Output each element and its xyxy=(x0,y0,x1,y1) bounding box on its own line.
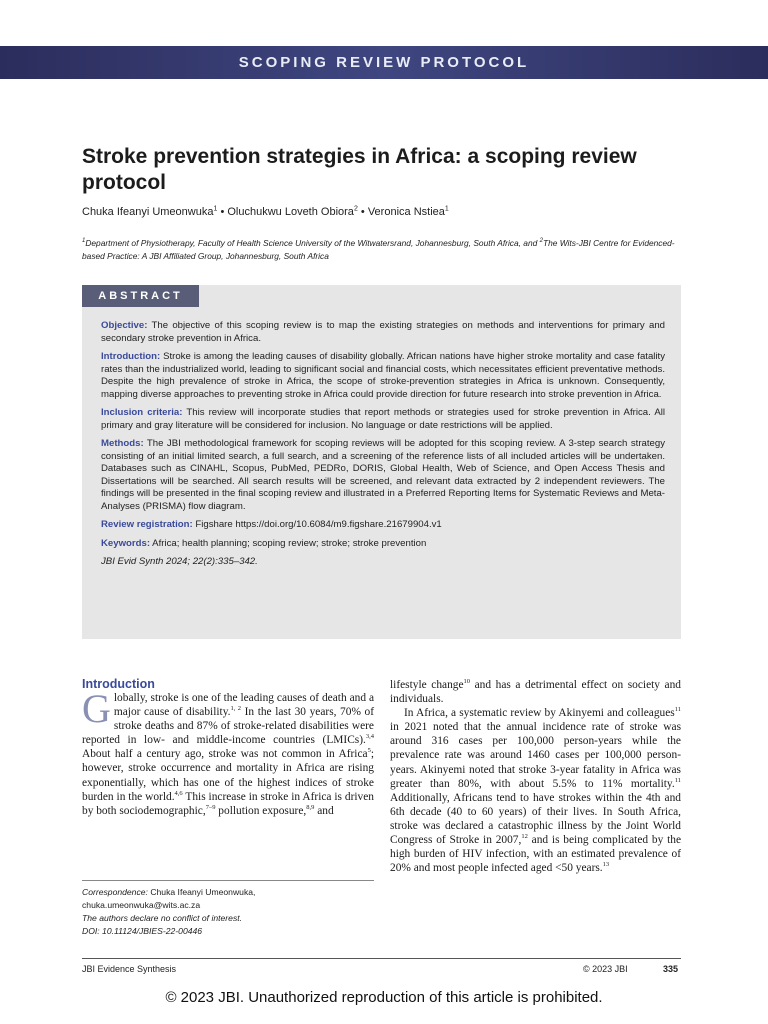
affil-text: Department of Physiotherapy, Faculty of Health Science University of the Witwatersrand, Johannesburg, South Africa, and xyxy=(85,238,540,248)
footer-divider xyxy=(82,958,681,959)
abstract-label: Introduction: xyxy=(101,351,161,362)
runs xyxy=(390,679,681,705)
correspondence-email: chuka.umeonwuka@wits.ac.za xyxy=(82,900,201,910)
abstract-text: Figshare https://doi.org/10.6084/m9.figshare.21679904.v1 xyxy=(192,519,442,530)
body-column-right xyxy=(390,678,681,875)
text-run: and has a detrimental effect on society and individuals. xyxy=(390,679,682,706)
citation-ref: 7–9 xyxy=(205,803,216,811)
abstract-text: This review will incorporate studies that report methods or strategies used for stroke prevention in Africa. All primary and gray literature will be considered for inclusion. No language or date restrictions will be applied. xyxy=(101,407,665,431)
citation-ref: 13 xyxy=(602,861,610,869)
drop-cap: G xyxy=(82,686,111,731)
affil-mark: 1 xyxy=(82,238,86,245)
text-run: In the last 30 years, 70% of stroke deaths and 87% of stroke-related disabilities were reported in low- and middle-income countries (LMICs). xyxy=(82,706,375,747)
affil-text: The Wits-JBI Centre for Evidenced-based Practice: A JBI Affiliated Group, Johannesburg, South Africa xyxy=(82,238,675,261)
abstract-inclusion xyxy=(101,407,665,432)
footnote xyxy=(82,886,374,938)
abstract-label: Methods: xyxy=(101,438,144,449)
abstract-citation xyxy=(101,556,665,569)
author-list xyxy=(82,206,692,218)
citation-ref: 11 xyxy=(674,776,681,784)
text-run: and xyxy=(314,804,334,817)
abstract-label: Inclusion criteria: xyxy=(101,407,183,418)
correspondence-line xyxy=(82,886,374,899)
text-run: lifestyle change xyxy=(390,679,464,691)
affiliations xyxy=(82,237,688,263)
text-run: In Africa, a systematic review by Akinyemi and colleagues xyxy=(404,707,675,720)
citation-ref: 8,9 xyxy=(306,803,315,811)
citation-text: JBI Evid Synth 2024; 22(2):335–342. xyxy=(101,556,258,567)
article-type-banner xyxy=(0,46,768,79)
abstract-keywords xyxy=(101,538,665,551)
author-name: Chuka Ifeanyi Umeonwuka xyxy=(82,206,214,218)
affil-mark: 2 xyxy=(539,238,543,245)
abstract-label: Keywords: xyxy=(101,537,151,549)
citation-ref: 12 xyxy=(521,833,528,841)
abstract-text: The JBI methodological framework for scoping reviews will be adopted for this scoping review. A 3-step search strategy consisting of an initial limited search, a full search, and a screening of the reference lists of all included articles will be undertaken. Databases such as CINAHL, Scopus, PubMed, PEDRo, DORIS, Global Health, Web of Science, and Open Access Thesis and Dissertations will be searched. All search results will be screened, and relevant data extracted by 2 independent reviewers. The findings will be presented in the final scoping review and illustrated in a Preferred Reporting Items for Systematic Reviews and Meta-Analyses (PRISMA) flow diagram. xyxy=(101,438,665,512)
author-separator: • xyxy=(220,206,228,218)
footnote-divider xyxy=(82,880,374,881)
abstract-heading: ABSTRACT xyxy=(82,285,199,307)
section-heading-introduction: Introduction xyxy=(82,677,155,691)
article-title: Stroke prevention strategies in Africa: a scoping review protocol xyxy=(82,145,637,194)
citation-ref: 11 xyxy=(674,706,681,714)
citation-ref: 4,6 xyxy=(174,789,183,797)
abstract-text: Africa; health planning; scoping review; stroke; stroke prevention xyxy=(150,537,427,549)
text-run: pollution exposure, xyxy=(215,804,307,817)
intro-paragraph xyxy=(390,706,681,875)
page-number: 335 xyxy=(663,964,679,974)
author-separator: • xyxy=(360,206,368,218)
text-run: About half a century ago, stroke was not common in Africa xyxy=(82,748,368,761)
correspondence-name: Chuka Ifeanyi Umeonwuka, xyxy=(147,887,256,897)
journal-name: JBI Evidence Synthesis xyxy=(82,964,177,974)
runs xyxy=(82,686,375,817)
abstract-text: Stroke is among the leading causes of disability globally. African nations have higher stroke mortality and case fatality rates than the industrialized world, leading to significant social and financial costs, which necessitates efficient preventative methods. Despite the high prevalence of stroke in Africa, the scope of stroke-prevention strategies in Africa is unknown. Consequently, mapping diverse approaches to preventing stroke in Africa could provide direction for future research into stroke prevention in Africa. xyxy=(101,351,665,400)
citation-ref: 5 xyxy=(367,747,371,755)
author-affil-mark: 1 xyxy=(213,205,218,213)
abstract-registration xyxy=(101,519,665,532)
text-run: in 2021 noted that the annual incidence rate of stroke was around 316 cases per 100,000 person-years while the prevalence rate was around 1460 cases per 100,000 person-years. Akinyemi noted that stroke 3-year fatality in Africa was greater than 80%, with about 5.5% to 11% mortality. xyxy=(390,721,681,790)
doi: DOI: 10.11124/JBIES-22-00446 xyxy=(82,926,203,936)
conflict-statement: The authors declare no conflict of interest. xyxy=(82,913,243,923)
abstract-label: Review registration: xyxy=(101,519,193,530)
abstract-body xyxy=(101,320,665,575)
intro-paragraph xyxy=(82,686,375,818)
runs xyxy=(390,707,681,874)
body-column-left xyxy=(82,686,375,818)
abstract-label: Objective: xyxy=(101,320,148,331)
abstract-text: The objective of this scoping review is to map the existing strategies on methods and interventions for primary and secondary stroke prevention in Africa. xyxy=(101,320,665,344)
author-name: Oluchukwu Loveth Obiora xyxy=(227,206,354,218)
abstract-introduction xyxy=(101,351,665,401)
text-run: lobally, stroke is one of the leading causes of death and a major cause of disability. xyxy=(113,692,374,719)
abstract-methods xyxy=(101,438,665,513)
footer-copyright: © 2023 JBI xyxy=(583,964,628,974)
reproduction-notice: © 2023 JBI. Unauthorized reproduction of this article is prohibited. xyxy=(165,989,603,1006)
citation-ref: 1, 2 xyxy=(230,705,242,713)
text-run: This increase in stroke in Africa is driven by both sociodemographic, xyxy=(82,790,374,817)
article-type-label: SCOPING REVIEW PROTOCOL xyxy=(238,54,530,71)
text-run: ; however, stroke occurrence and mortality in Africa are rising exponentially, which has one of the highest indices of stroke burden in the world. xyxy=(82,748,374,803)
abstract-objective xyxy=(101,320,665,345)
citation-ref: 10 xyxy=(463,678,471,686)
citation-ref: 3,4 xyxy=(365,733,374,741)
author-affil-mark: 2 xyxy=(353,205,358,213)
author-affil-mark: 1 xyxy=(444,205,449,213)
correspondence-label: Correspondence: xyxy=(82,887,148,897)
text-run: and is being complicated by the high burden of HIV infection, with an estimated prevalence of 20% and most people infected aged <50 years. xyxy=(390,834,681,875)
text-run: Additionally, Africans tend to have strokes within the 4th and 6th decade (40 to 60 years) of their lives. In South Africa, stroke was declared a catastrophic illness by the Joint World Congress of Stroke in 2007, xyxy=(390,791,681,847)
intro-paragraph-continued xyxy=(390,678,681,706)
author-name: Veronica Nstiea xyxy=(367,206,445,218)
